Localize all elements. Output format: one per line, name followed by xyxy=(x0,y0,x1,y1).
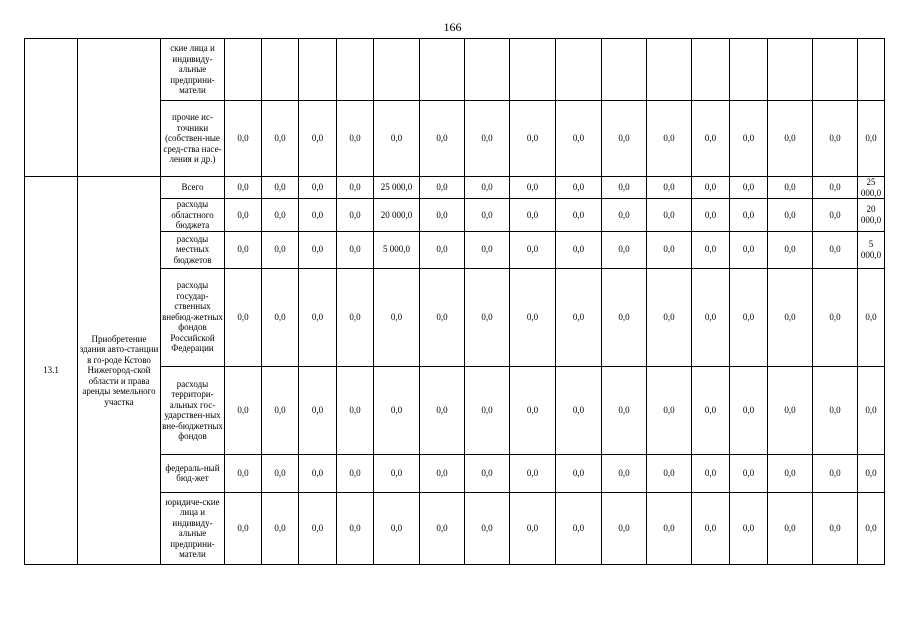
value-cell: 0,0 xyxy=(556,454,602,492)
value-cell: 0,0 xyxy=(225,492,262,564)
value-cell: 0,0 xyxy=(262,231,299,268)
task-cell-empty xyxy=(78,39,161,177)
value-cell: 0,0 xyxy=(262,101,299,177)
value-cell: 0,0 xyxy=(465,492,510,564)
value-cell: 0,0 xyxy=(420,177,465,199)
index-cell-empty xyxy=(25,39,78,177)
value-cell xyxy=(556,39,602,101)
table-row xyxy=(25,39,885,101)
value-cell: 0,0 xyxy=(465,366,510,454)
value-cell: 0,0 xyxy=(647,454,692,492)
value-cell: 0,0 xyxy=(730,268,768,366)
funding-source-label: расходы территори-альных гос-ударствен-ных вне-бюджетных фондов xyxy=(161,366,225,454)
value-cell: 0,0 xyxy=(225,101,262,177)
value-cell: 0,0 xyxy=(374,492,420,564)
value-cell: 0,0 xyxy=(299,268,337,366)
value-cell: 0,0 xyxy=(602,177,647,199)
section-index: 13.1 xyxy=(25,177,78,565)
section-title: Приобретение здания авто-станции в го-роде Кстово Нижегород-ской области и права аренды земельного участка xyxy=(78,177,161,565)
funding-source-label: расходы местных бюджетов xyxy=(161,231,225,268)
value-cell: 0,0 xyxy=(225,177,262,199)
value-cell: 0,0 xyxy=(556,101,602,177)
value-cell: 0,0 xyxy=(858,492,885,564)
value-cell: 0,0 xyxy=(556,231,602,268)
value-cell: 0,0 xyxy=(602,366,647,454)
value-cell: 0,0 xyxy=(420,492,465,564)
value-cell: 0,0 xyxy=(420,454,465,492)
value-cell: 0,0 xyxy=(768,366,813,454)
value-cell: 0,0 xyxy=(730,101,768,177)
value-cell: 0,0 xyxy=(374,268,420,366)
value-cell: 0,0 xyxy=(647,231,692,268)
value-cell: 0,0 xyxy=(768,231,813,268)
value-cell: 0,0 xyxy=(602,101,647,177)
value-cell: 0,0 xyxy=(730,177,768,199)
value-cell xyxy=(465,39,510,101)
funding-source-label: федераль-ный бюд-жет xyxy=(161,454,225,492)
value-cell: 0,0 xyxy=(510,366,556,454)
value-cell: 0,0 xyxy=(510,454,556,492)
value-cell: 0,0 xyxy=(858,366,885,454)
value-cell: 0,0 xyxy=(692,231,730,268)
value-cell: 0,0 xyxy=(465,454,510,492)
value-cell: 0,0 xyxy=(692,177,730,199)
value-cell: 0,0 xyxy=(556,199,602,232)
value-cell xyxy=(337,39,374,101)
funding-source-label: расходы областного бюджета xyxy=(161,199,225,232)
value-cell: 0,0 xyxy=(299,454,337,492)
value-cell: 0,0 xyxy=(510,199,556,232)
value-cell: 0,0 xyxy=(858,454,885,492)
value-cell: 0,0 xyxy=(262,268,299,366)
value-cell: 0,0 xyxy=(225,268,262,366)
value-cell: 0,0 xyxy=(465,101,510,177)
value-cell xyxy=(858,39,885,101)
value-cell: 0,0 xyxy=(510,492,556,564)
value-cell: 0,0 xyxy=(225,199,262,232)
value-cell: 0,0 xyxy=(262,492,299,564)
page-number: 166 xyxy=(443,20,462,34)
value-cell: 0,0 xyxy=(299,177,337,199)
value-cell: 0,0 xyxy=(647,492,692,564)
value-cell: 0,0 xyxy=(768,454,813,492)
value-cell: 0,0 xyxy=(647,101,692,177)
value-cell: 0,0 xyxy=(768,492,813,564)
value-cell: 0,0 xyxy=(337,454,374,492)
value-cell: 0,0 xyxy=(225,454,262,492)
funding-source-label: прочие ис-точники (собствен-ные сред-ства насе-ления и др.) xyxy=(161,101,225,177)
value-cell: 0,0 xyxy=(556,366,602,454)
value-cell: 0,0 xyxy=(337,268,374,366)
value-cell xyxy=(225,39,262,101)
value-cell xyxy=(692,39,730,101)
value-cell: 0,0 xyxy=(813,268,858,366)
value-cell: 0,0 xyxy=(299,101,337,177)
value-cell: 25 000,0 xyxy=(374,177,420,199)
value-cell: 0,0 xyxy=(647,366,692,454)
value-cell: 0,0 xyxy=(299,366,337,454)
value-cell: 0,0 xyxy=(465,199,510,232)
value-cell: 0,0 xyxy=(337,231,374,268)
value-cell: 0,0 xyxy=(465,177,510,199)
value-cell: 0,0 xyxy=(692,454,730,492)
value-cell: 0,0 xyxy=(602,454,647,492)
value-cell: 0,0 xyxy=(647,177,692,199)
value-cell: 0,0 xyxy=(225,366,262,454)
value-cell: 0,0 xyxy=(556,268,602,366)
value-cell: 0,0 xyxy=(692,268,730,366)
funding-source-label: расходы государ-ственных внебюд-жетных фондов Российской Федерации xyxy=(161,268,225,366)
value-cell: 25 000,0 xyxy=(858,177,885,199)
value-cell: 0,0 xyxy=(337,492,374,564)
value-cell: 0,0 xyxy=(602,492,647,564)
value-cell xyxy=(262,39,299,101)
value-cell: 0,0 xyxy=(602,231,647,268)
value-cell: 0,0 xyxy=(262,454,299,492)
value-cell: 0,0 xyxy=(510,268,556,366)
table-body xyxy=(25,39,885,565)
value-cell: 20 000,0 xyxy=(374,199,420,232)
value-cell: 0,0 xyxy=(337,177,374,199)
value-cell: 0,0 xyxy=(647,199,692,232)
value-cell: 0,0 xyxy=(556,492,602,564)
budget-table xyxy=(24,38,885,565)
value-cell: 0,0 xyxy=(337,101,374,177)
value-cell: 0,0 xyxy=(299,492,337,564)
value-cell: 0,0 xyxy=(602,199,647,232)
value-cell: 0,0 xyxy=(730,231,768,268)
value-cell: 0,0 xyxy=(420,366,465,454)
value-cell xyxy=(420,39,465,101)
value-cell: 5 000,0 xyxy=(374,231,420,268)
funding-source-label: Всего xyxy=(161,177,225,199)
value-cell: 0,0 xyxy=(813,177,858,199)
value-cell: 20 000,0 xyxy=(858,199,885,232)
value-cell xyxy=(374,39,420,101)
value-cell: 0,0 xyxy=(420,199,465,232)
value-cell xyxy=(299,39,337,101)
value-cell: 0,0 xyxy=(420,101,465,177)
value-cell: 0,0 xyxy=(602,268,647,366)
value-cell: 0,0 xyxy=(556,177,602,199)
value-cell: 0,0 xyxy=(768,101,813,177)
value-cell: 0,0 xyxy=(374,454,420,492)
value-cell: 0,0 xyxy=(510,101,556,177)
value-cell xyxy=(730,39,768,101)
value-cell: 0,0 xyxy=(465,231,510,268)
value-cell: 0,0 xyxy=(420,231,465,268)
value-cell: 0,0 xyxy=(692,366,730,454)
value-cell: 0,0 xyxy=(692,492,730,564)
value-cell: 0,0 xyxy=(730,454,768,492)
value-cell xyxy=(813,39,858,101)
value-cell: 0,0 xyxy=(692,101,730,177)
value-cell: 0,0 xyxy=(647,268,692,366)
value-cell: 0,0 xyxy=(262,177,299,199)
value-cell: 0,0 xyxy=(730,199,768,232)
value-cell: 0,0 xyxy=(813,366,858,454)
table-row xyxy=(25,177,885,199)
value-cell: 0,0 xyxy=(262,199,299,232)
value-cell xyxy=(510,39,556,101)
value-cell: 0,0 xyxy=(813,492,858,564)
value-cell: 0,0 xyxy=(813,199,858,232)
value-cell: 0,0 xyxy=(692,199,730,232)
value-cell: 0,0 xyxy=(337,199,374,232)
value-cell: 0,0 xyxy=(262,366,299,454)
value-cell: 0,0 xyxy=(299,199,337,232)
value-cell xyxy=(768,39,813,101)
value-cell: 0,0 xyxy=(768,268,813,366)
value-cell: 0,0 xyxy=(813,454,858,492)
value-cell: 0,0 xyxy=(374,101,420,177)
value-cell: 0,0 xyxy=(337,366,374,454)
value-cell xyxy=(602,39,647,101)
value-cell: 0,0 xyxy=(730,366,768,454)
value-cell: 0,0 xyxy=(813,231,858,268)
value-cell: 0,0 xyxy=(858,268,885,366)
value-cell: 0,0 xyxy=(730,492,768,564)
value-cell: 0,0 xyxy=(858,101,885,177)
value-cell: 0,0 xyxy=(299,231,337,268)
value-cell: 0,0 xyxy=(225,231,262,268)
funding-source-label: юридиче-ские лица и индивиду-альные предприни-матели xyxy=(161,492,225,564)
value-cell: 0,0 xyxy=(813,101,858,177)
value-cell: 0,0 xyxy=(374,366,420,454)
value-cell: 0,0 xyxy=(768,199,813,232)
funding-source-label: ские лица и индивиду-альные предприни-матели xyxy=(161,39,225,101)
value-cell: 0,0 xyxy=(465,268,510,366)
value-cell: 5 000,0 xyxy=(858,231,885,268)
value-cell: 0,0 xyxy=(510,177,556,199)
value-cell xyxy=(647,39,692,101)
value-cell: 0,0 xyxy=(420,268,465,366)
value-cell: 0,0 xyxy=(510,231,556,268)
value-cell: 0,0 xyxy=(768,177,813,199)
